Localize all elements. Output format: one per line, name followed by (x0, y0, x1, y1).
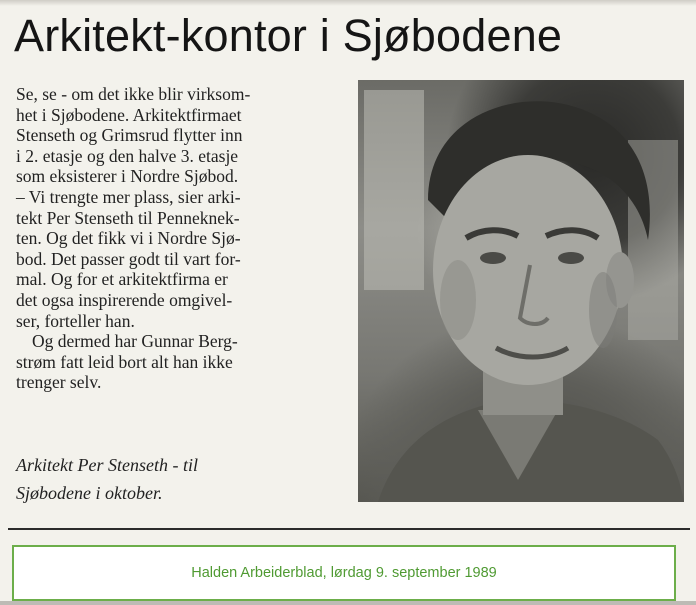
body-line: tekt Per Stenseth til Penneknek- (16, 207, 240, 228)
body-line: – Vi trengte mer plass, sier arki- (16, 186, 241, 207)
portrait-illustration (358, 80, 684, 502)
source-credit-text: Halden Arbeiderblad, lørdag 9. september 1989 (191, 565, 497, 581)
body-line: det ogsa inspirerende omgivel- (16, 289, 233, 310)
body-line: strøm fatt leid bort alt han ikke (16, 351, 233, 372)
body-line: bod. Det passer godt til vart for- (16, 248, 241, 269)
article-headline: Arkitekt-kontor i Sjøbodene (14, 10, 563, 61)
body-line: ten. Og det fikk vi i Nordre Sjø- (16, 228, 241, 249)
body-line: het i Sjøbodene. Arkitektfirmaet (16, 104, 242, 125)
scan-top-edge (0, 0, 696, 6)
scan-bottom-edge (0, 601, 696, 605)
body-line: Se, se - om det ikke blir virksom- (16, 84, 251, 104)
source-credit-box (12, 545, 676, 601)
article-body (16, 84, 336, 393)
caption-line: Sjøbodene i oktober. (16, 483, 163, 503)
body-line: ser, forteller han. (16, 310, 135, 331)
body-line: trenger selv. (16, 372, 102, 393)
portrait-photo (358, 80, 684, 502)
caption-line: Arkitekt Per Stenseth - til (16, 455, 198, 475)
photo-caption (16, 451, 346, 507)
body-line: i 2. etasje og den halve 3. etasje (16, 145, 239, 166)
body-line: Stenseth og Grimsrud flytter inn (16, 125, 243, 146)
body-line: som eksisterer i Nordre Sjøbod. (16, 166, 239, 187)
body-line: mal. Og for et arkitektfirma er (16, 269, 228, 290)
column-divider (8, 528, 690, 530)
body-line: Og dermed har Gunnar Berg- (32, 331, 238, 352)
